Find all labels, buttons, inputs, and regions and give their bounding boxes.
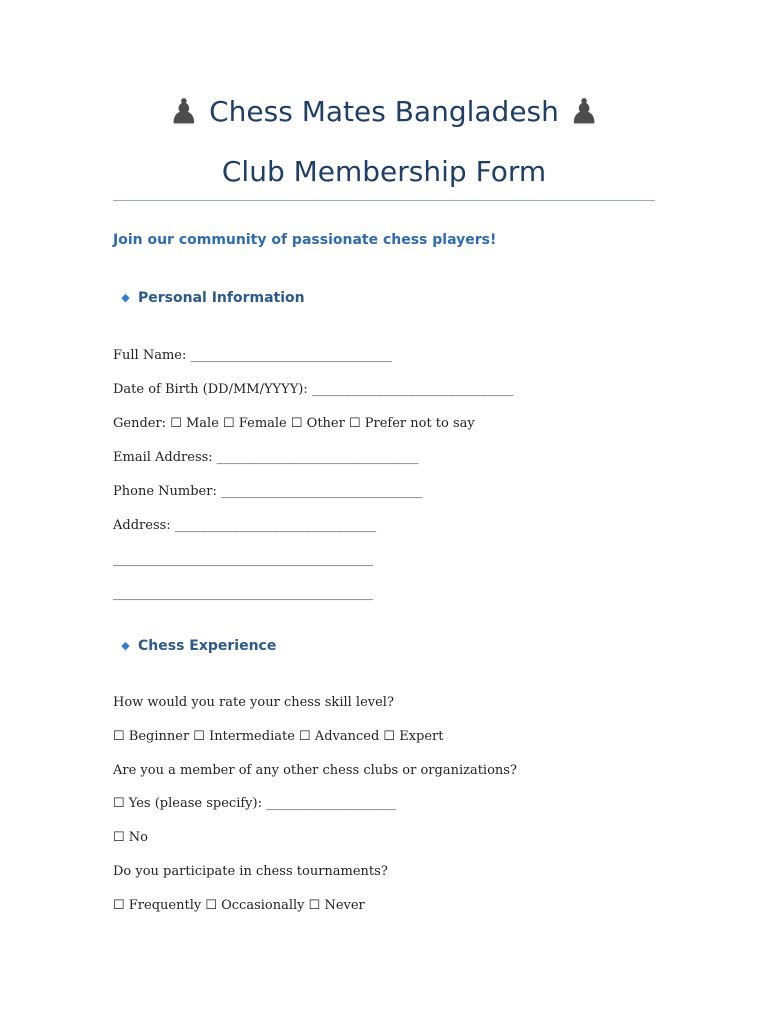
form-subtitle: Club Membership Form [221, 155, 547, 188]
clubs-yes-option[interactable]: ☐ Yes (please specify): ____________________ [113, 796, 397, 811]
tournaments-question: Do you participate in chess tournaments? [113, 864, 388, 879]
date-of-birth-field[interactable]: Date of Birth (DD/MM/YYYY): _______________________________ [113, 382, 514, 397]
skill-level-options[interactable]: ☐ Beginner ☐ Intermediate ☐ Advanced ☐ Expert [113, 729, 444, 744]
club-name: Chess Mates Bangladesh [209, 95, 559, 128]
section-heading-chess [113, 638, 276, 654]
form-title [113, 94, 655, 130]
section-heading-label: Personal Information [138, 290, 305, 306]
chess-pawn-icon: ♟ [568, 92, 600, 132]
full-name-field[interactable]: Full Name: _______________________________ [113, 348, 392, 363]
tagline: Join our community of passionate chess players! [113, 232, 497, 248]
address-line-3[interactable]: ________________________________________ [113, 586, 373, 601]
tournament-options[interactable]: ☐ Frequently ☐ Occasionally ☐ Never [113, 898, 365, 913]
diamond-bullet-icon: ◆ [121, 639, 130, 652]
phone-field[interactable]: Phone Number: _______________________________ [113, 484, 423, 499]
gender-options[interactable]: Gender: ☐ Male ☐ Female ☐ Other ☐ Prefer not to say [113, 416, 475, 431]
section-heading-personal [113, 290, 305, 306]
email-field[interactable]: Email Address: _______________________________ [113, 450, 419, 465]
diamond-bullet-icon: ◆ [121, 291, 130, 304]
clubs-no-option[interactable]: ☐ No [113, 830, 148, 845]
skill-level-question: How would you rate your chess skill level? [113, 695, 394, 710]
chess-pawn-icon: ♟ [168, 92, 200, 132]
title-divider [113, 200, 655, 201]
section-heading-label: Chess Experience [138, 638, 277, 654]
address-line-2[interactable]: ________________________________________ [113, 552, 373, 567]
clubs-question: Are you a member of any other chess clubs or organizations? [113, 763, 517, 778]
address-field[interactable]: Address: _______________________________ [113, 518, 377, 533]
